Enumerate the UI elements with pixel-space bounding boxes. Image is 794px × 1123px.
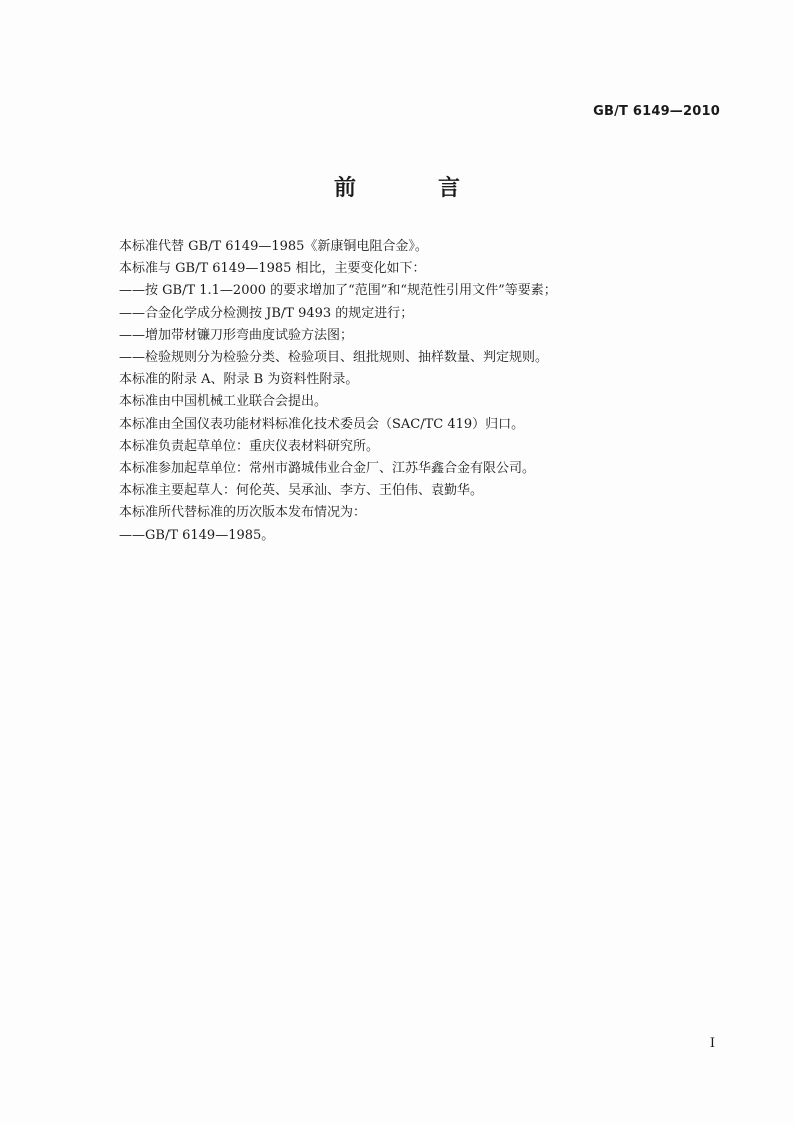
standard-code: GB/T 6149—2010 xyxy=(593,104,720,119)
paragraph-history-intro: 本标准所代替标准的历次版本发布情况为： xyxy=(119,505,367,521)
list-item-change: ——增加带材镰刀形弯曲度试验方法图； xyxy=(119,327,354,343)
list-item-change: ——合金化学成分检测按 JB/T 9493 的规定进行； xyxy=(119,305,414,321)
list-item-change: ——检验规则分为检验分类、检验项目、组批规则、抽样数量、判定规则。 xyxy=(119,350,549,366)
paragraph-under-jurisdiction: 本标准由全国仪表功能材料标准化技术委员会（SAC/TC 419）归口。 xyxy=(119,416,525,432)
list-item-change: ——按 GB/T 1.1—2000 的要求增加了“范围”和“规范性引用文件”等要素； xyxy=(119,283,557,299)
foreword-body xyxy=(119,236,719,547)
paragraph-annexes: 本标准的附录 A、附录 B 为资料性附录。 xyxy=(119,372,359,388)
paragraph-proposed-by: 本标准由中国机械工业联合会提出。 xyxy=(119,394,328,410)
paragraph-drafting-unit: 本标准负责起草单位：重庆仪表材料研究所。 xyxy=(119,438,380,454)
paragraph-replaces: 本标准代替 GB/T 6149—1985《新康铜电阻合金》。 xyxy=(119,239,428,254)
page-number: I xyxy=(709,1036,715,1051)
page-title: 前 言 xyxy=(333,176,490,201)
paragraph-changes-intro: 本标准与 GB/T 6149—1985 相比，主要变化如下： xyxy=(119,261,426,277)
paragraph-drafters: 本标准主要起草人：何伦英、吴承汕、李方、王伯伟、袁勤华。 xyxy=(119,483,484,499)
paragraph-participating-units: 本标准参加起草单位：常州市潞城伟业合金厂、江苏华鑫合金有限公司。 xyxy=(119,461,536,477)
list-item-history: ——GB/T 6149—1985。 xyxy=(119,527,275,543)
